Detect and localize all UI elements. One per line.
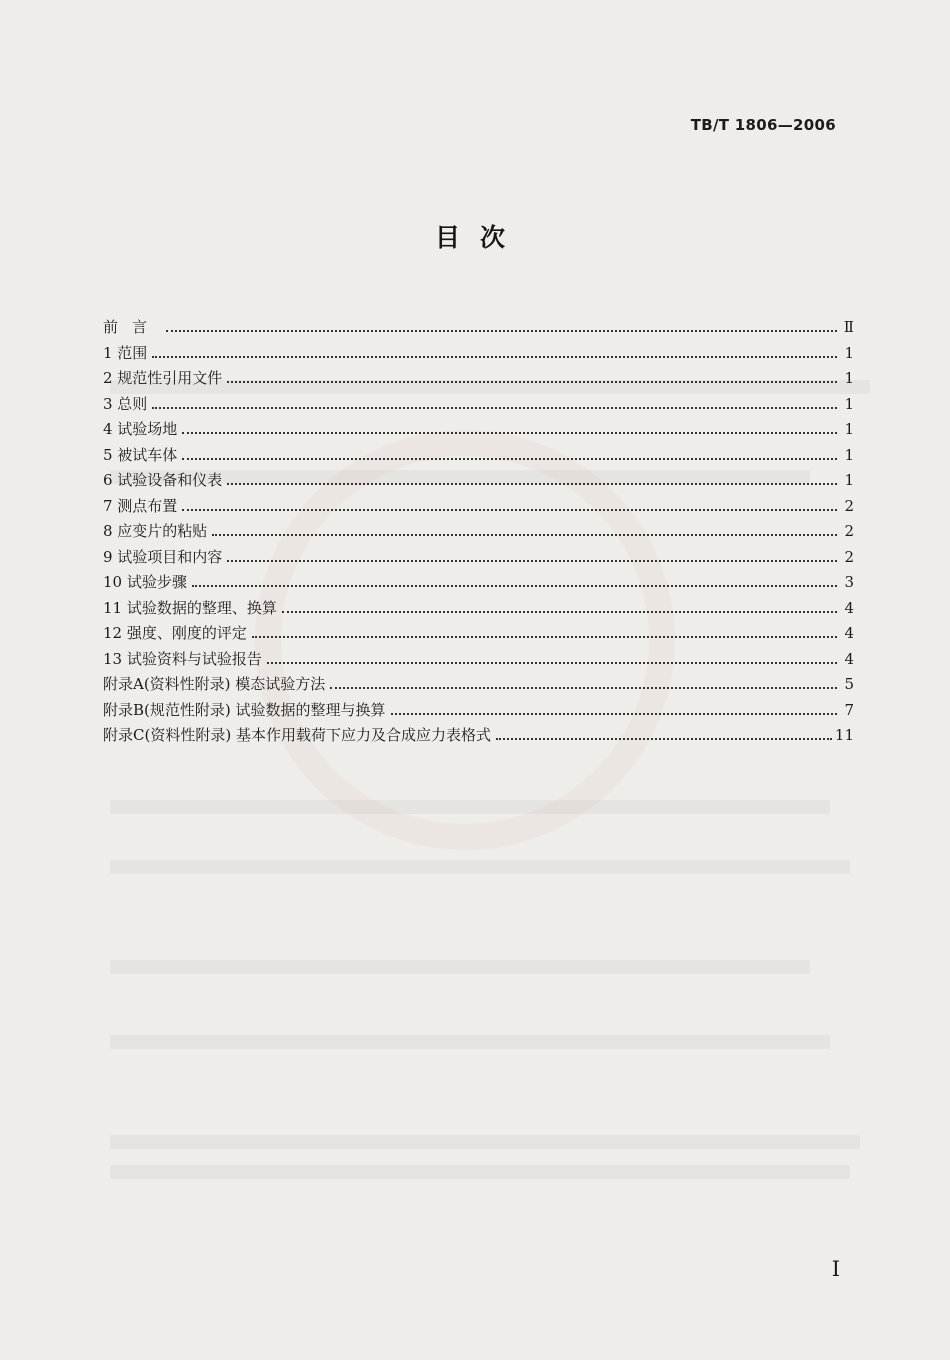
toc-dot-leader	[152, 355, 837, 358]
toc-dot-leader	[227, 482, 837, 485]
toc-entry-page: 3	[844, 573, 854, 591]
toc-entry[interactable]	[103, 417, 854, 443]
toc-entry[interactable]	[103, 519, 854, 545]
toc-entry-page: 4	[844, 624, 854, 642]
toc-entry-label: 附录A(资料性附录) 模态试验方法	[103, 675, 326, 693]
toc-dot-leader	[330, 686, 837, 689]
toc-entry-page: 1	[844, 369, 854, 387]
toc-entry-label: 7 测点布置	[103, 496, 178, 515]
toc-entry[interactable]	[103, 341, 854, 367]
toc-entry-label: 13 试验资料与试验报告	[103, 649, 262, 668]
toc-entry-page: 7	[844, 700, 854, 719]
toc-entry[interactable]	[103, 596, 854, 622]
toc-dot-leader	[166, 329, 837, 332]
toc-entry[interactable]	[103, 647, 854, 673]
standard-code: TB/T 1806—2006	[690, 116, 836, 134]
toc-entry[interactable]	[103, 392, 854, 418]
toc-entry-page: 5	[844, 675, 854, 693]
toc-entry[interactable]	[103, 621, 854, 647]
toc-dot-leader	[282, 610, 837, 613]
toc-dot-leader	[212, 533, 837, 536]
show-through-line	[110, 860, 850, 874]
toc-entry-label: 附录C(资料性附录) 基本作用载荷下应力及合成应力表格式	[103, 726, 491, 744]
toc-entry[interactable]	[103, 723, 854, 749]
toc-entry-page: 1	[844, 420, 854, 438]
toc-dot-leader	[182, 508, 837, 511]
toc-entry-page: 4	[844, 598, 854, 617]
toc-entry[interactable]	[103, 494, 854, 520]
toc-entry[interactable]	[103, 672, 854, 698]
toc-dot-leader	[182, 457, 837, 460]
show-through-line	[110, 960, 810, 974]
toc-dot-leader	[182, 431, 837, 434]
toc-dot-leader	[192, 584, 837, 587]
toc-entry-label: 11 试验数据的整理、换算	[103, 598, 277, 617]
toc-entry-label: 3 总则	[103, 394, 148, 413]
toc-entry-label: 5 被试车体	[103, 445, 178, 464]
toc-entry-label: 12 强度、刚度的评定	[103, 624, 247, 642]
toc-entry-label: 8 应变片的粘贴	[103, 522, 208, 540]
table-of-contents	[103, 315, 854, 749]
toc-title: 目次	[434, 223, 525, 252]
toc-entry[interactable]	[103, 468, 854, 494]
toc-entry[interactable]	[103, 570, 854, 596]
toc-entry-page: 11	[834, 726, 854, 744]
toc-entry-page: 1	[844, 471, 854, 489]
toc-entry-page: 4	[844, 649, 854, 668]
toc-entry[interactable]	[103, 315, 854, 341]
toc-entry-page: 2	[844, 522, 854, 540]
toc-dot-leader	[496, 737, 832, 740]
toc-dot-leader	[252, 635, 837, 638]
toc-entry-page: 2	[844, 547, 854, 566]
show-through-line	[110, 800, 830, 814]
toc-dot-leader	[152, 406, 837, 409]
toc-entry-label: 6 试验设备和仪表	[103, 471, 223, 489]
toc-entry-label: 2 规范性引用文件	[103, 369, 223, 387]
toc-dot-leader	[227, 380, 837, 383]
toc-dot-leader	[391, 712, 838, 715]
toc-dot-leader	[227, 559, 837, 562]
toc-entry[interactable]	[103, 366, 854, 392]
toc-entry-label: 附录B(规范性附录) 试验数据的整理与换算	[103, 700, 386, 719]
toc-dot-leader	[267, 661, 837, 664]
toc-entry-page: 1	[844, 394, 854, 413]
toc-entry[interactable]	[103, 698, 854, 724]
toc-entry[interactable]	[103, 545, 854, 571]
toc-entry-label: 9 试验项目和内容	[103, 547, 223, 566]
toc-entry[interactable]	[103, 443, 854, 469]
toc-entry-page: Ⅱ	[843, 318, 854, 336]
page-number: I	[831, 1257, 840, 1281]
toc-entry-page: 1	[844, 445, 854, 464]
toc-entry-label: 10 试验步骤	[103, 573, 187, 591]
show-through-line	[110, 1135, 860, 1149]
toc-entry-page: 1	[844, 343, 854, 362]
toc-entry-label: 4 试验场地	[103, 420, 178, 438]
toc-entry-label: 前言	[103, 318, 162, 336]
toc-entry-label: 1 范围	[103, 343, 148, 362]
toc-entry-page: 2	[844, 496, 854, 515]
show-through-line	[110, 1035, 830, 1049]
show-through-line	[110, 1165, 850, 1179]
